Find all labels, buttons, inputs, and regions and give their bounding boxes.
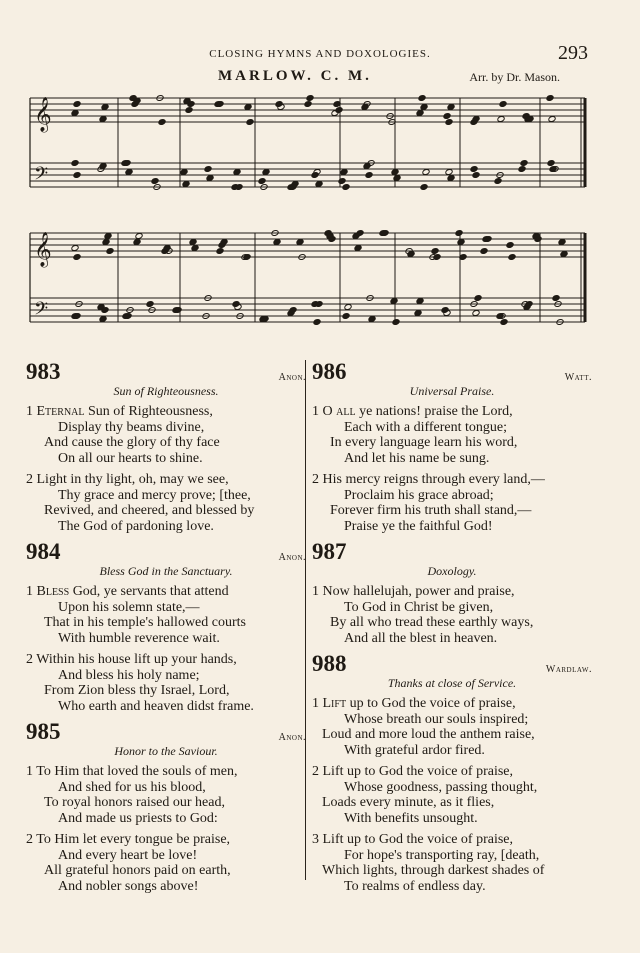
hymn-title: Doxology. (427, 564, 477, 578)
stanza (26, 652, 306, 714)
hymn-title: Thanks at close of Service. (387, 676, 517, 690)
stanza (312, 472, 592, 534)
hymn-988 (312, 652, 592, 894)
hymn-author: Anon. (278, 372, 306, 383)
hymn-author: Anon. (278, 732, 306, 743)
verse-line: And bless his holy name; (58, 667, 200, 683)
stanza (26, 584, 306, 646)
verse-line: Revived, and cheered, and blessed by (44, 503, 255, 518)
hymn-title: Sun of Righteousness. (113, 384, 219, 398)
hymn-985 (26, 720, 306, 894)
stanza (26, 832, 306, 894)
verse-line: And every heart be love! (58, 847, 198, 863)
hymn-984 (26, 540, 306, 714)
page-number: 293 (558, 42, 588, 64)
verse-line: For hope's transporting ray, [death, (344, 847, 540, 863)
verse-line: 1 O all ye nations! praise the Lord, (312, 404, 513, 419)
svg-text:𝄢: 𝄢 (34, 164, 49, 189)
hymn-number: 986 (312, 359, 347, 384)
verse-line: Whose goodness, passing thought, (344, 779, 538, 795)
hymn-author: Watt. (564, 372, 592, 383)
svg-text:𝄞: 𝄞 (34, 97, 52, 132)
verse-line: 2 To Him let every tongue be praise, (26, 832, 231, 847)
verse-line: Upon his solemn state,— (58, 599, 200, 615)
verse-line: With benefits unsought. (344, 810, 478, 826)
hymn-title: Bless God in the Sanctuary. (99, 564, 233, 578)
music-score (0, 0, 640, 345)
hymn-title: Honor to the Saviour. (114, 744, 218, 758)
verse-line: Which lights, through darkest shades of (322, 863, 545, 878)
verse-line: With grateful ardor fired. (344, 742, 485, 758)
hymn-986 (312, 360, 592, 534)
hymn-983 (26, 360, 306, 534)
svg-text:𝄢: 𝄢 (34, 299, 49, 324)
hymn-title: Universal Praise. (409, 384, 495, 398)
verse-line: And all the blest in heaven. (344, 630, 498, 646)
verse-line: In every language learn his word, (330, 435, 518, 450)
verse-line: Proclaim his grace abroad; (344, 487, 494, 503)
verse-line: On all our hearts to shine. (58, 450, 203, 466)
stanza (312, 696, 592, 758)
hymn-number: 985 (26, 719, 61, 744)
verse-line: 2 His mercy reigns through every land,— (312, 472, 545, 487)
verse-line: 1 To Him that loved the souls of men, (26, 764, 238, 779)
verse-line: Who earth and heaven didst frame. (58, 698, 254, 714)
stanza (312, 584, 592, 646)
hymn-number: 987 (312, 539, 347, 564)
verse-line: 3 Lift up to God the voice of praise, (312, 832, 514, 847)
hymn-number: 983 (26, 359, 61, 384)
verse-line: And made us priests to God: (58, 810, 218, 826)
stanza (26, 764, 306, 826)
verse-line: And nobler songs above! (58, 878, 199, 894)
verse-line: Thy grace and mercy prove; [thee, (58, 487, 251, 503)
verse-line: 2 Within his house lift up your hands, (26, 652, 237, 667)
verse-line: That in his temple's hallowed courts (44, 615, 246, 630)
verse-line: By all who tread these earthly ways, (330, 615, 534, 630)
verse-line: From Zion bless thy Israel, Lord, (44, 683, 230, 698)
verse-line: Praise ye the faithful God! (344, 518, 493, 534)
stanza (312, 404, 592, 466)
verse-line: The God of pardoning love. (58, 518, 214, 534)
verse-line: 1 Lift up to God the voice of praise, (312, 696, 516, 711)
stanza (312, 832, 592, 894)
running-header: CLOSING HYMNS AND DOXOLOGIES. (209, 48, 431, 60)
hymn-987 (312, 540, 592, 646)
tune-name: MARLOW. C. M. (218, 68, 372, 84)
verse-line: And shed for us his blood, (58, 779, 206, 795)
right-column (312, 360, 592, 900)
verse-line: To royal honors raised our head, (44, 795, 225, 810)
verse-line: With humble reverence wait. (58, 630, 220, 646)
verse-line: And cause the glory of thy face (44, 435, 220, 450)
verse-line: Whose breath our souls inspired; (344, 711, 529, 727)
svg-text:𝄞: 𝄞 (34, 232, 52, 267)
verse-line: All grateful honors paid on earth, (44, 863, 231, 878)
stanza (312, 764, 592, 826)
hymn-number: 988 (312, 651, 347, 676)
stanza (26, 472, 306, 534)
hymn-number: 984 (26, 539, 61, 564)
stanza (26, 404, 306, 466)
verse-line: 1 Bless God, ye servants that attend (26, 584, 229, 599)
verse-line: To God in Christ be given, (344, 599, 494, 615)
verse-line: 1 Eternal Sun of Righteousness, (26, 404, 213, 419)
verse-line: 2 Lift up to God the voice of praise, (312, 764, 514, 779)
hymn-author: Anon. (278, 552, 306, 563)
verse-line: Forever firm his truth shall stand,— (330, 503, 532, 518)
left-column (26, 360, 306, 900)
verse-line: Display thy beams divine, (58, 419, 205, 435)
arranger-credit: Arr. by Dr. Mason. (469, 70, 560, 84)
hymn-author: Wardlaw. (545, 664, 592, 675)
verse-line: 1 Now hallelujah, power and praise, (312, 584, 515, 599)
verse-line: Each with a different tongue; (344, 419, 508, 435)
verse-line: 2 Light in thy light, oh, may we see, (26, 472, 229, 487)
verse-line: To realms of endless day. (344, 878, 486, 894)
verse-line: Loads every minute, as it flies, (322, 795, 495, 810)
verse-line: And let his name be sung. (344, 450, 490, 466)
verse-line: Loud and more loud the anthem raise, (322, 727, 535, 742)
